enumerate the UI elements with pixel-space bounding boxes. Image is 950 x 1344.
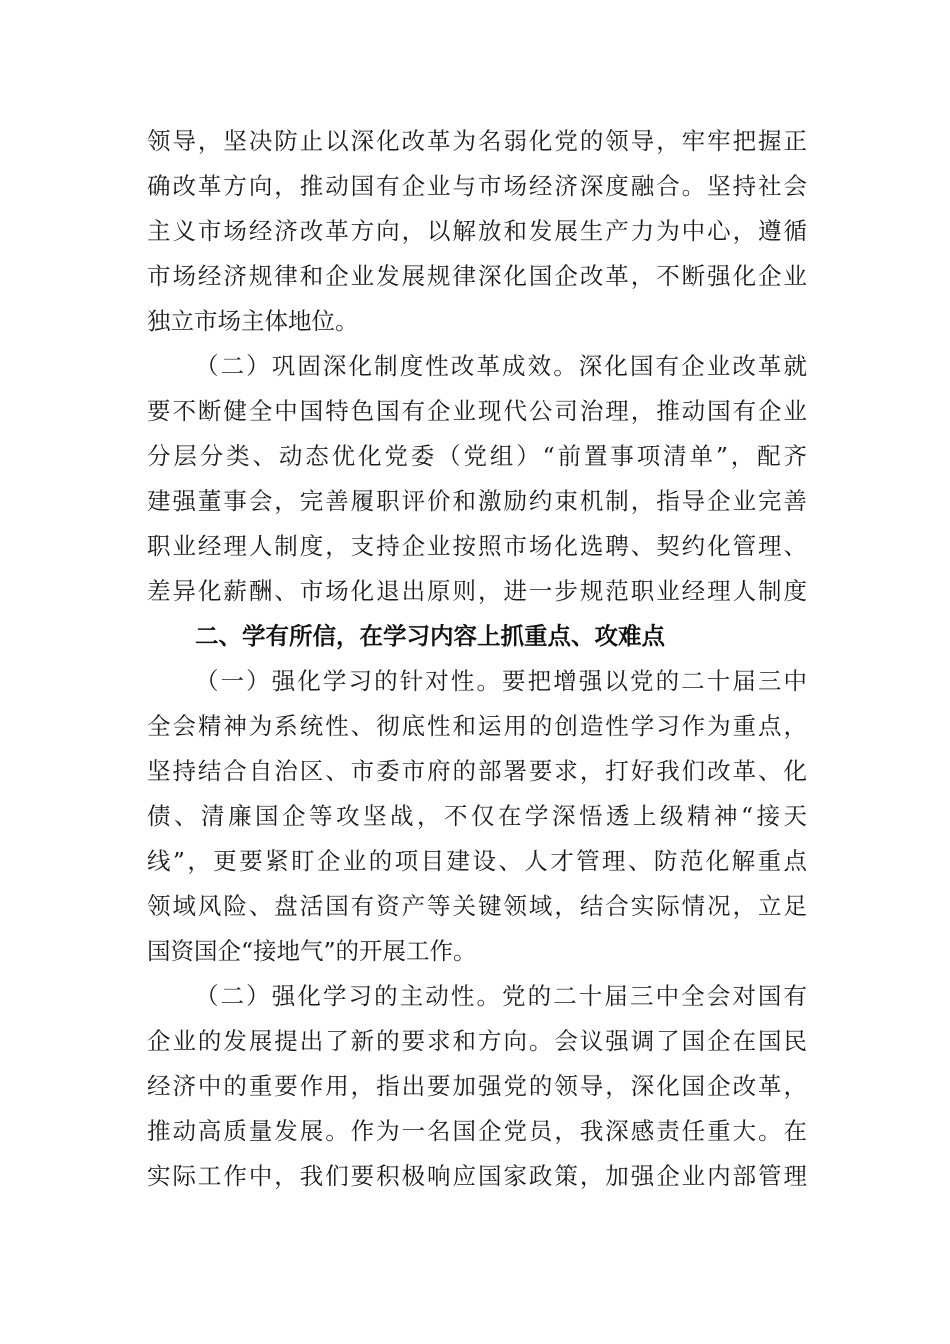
paragraph-line: 要不断健全中国特色国有企业现代公司治理，推动国有企业 [147,397,807,425]
paragraph-line: 全会精神为系统性、彻底性和运用的创造性学习作为重点， [147,712,807,740]
paragraph-line: 分层分类、动态优化党委（党组）“前置事项清单”，配齐 [147,442,807,470]
paragraph-line: 领域风险、盘活国有资产等关键领域，结合实际情况，立足 [147,892,807,920]
paragraph-line: 国资国企“接地气”的开展工作。 [147,937,477,965]
paragraph-line: 经济中的重要作用，指出要加强党的领导，深化国企改革， [147,1072,807,1100]
paragraph-line: 领导，坚决防止以深化改革为名弱化党的领导，牢牢把握正 [147,127,807,155]
paragraph-line: 主义市场经济改革方向，以解放和发展生产力为中心，遵循 [147,217,807,245]
paragraph-line: （一）强化学习的针对性。要把增强以党的二十届三中 [195,667,807,695]
paragraph-line: 推动高质量发展。作为一名国企党员，我深感责任重大。在 [147,1117,807,1145]
paragraph-line: 坚持结合自治区、市委市府的部署要求，打好我们改革、化 [147,757,807,785]
paragraph-line: 市场经济规律和企业发展规律深化国企改革，不断强化企业 [147,262,807,290]
paragraph-line: 建强董事会，完善履职评价和激励约束机制，指导企业完善 [147,487,807,515]
paragraph-line: （二）巩固深化制度性改革成效。深化国有企业改革就 [195,352,807,380]
paragraph-line: 债、清廉国企等攻坚战，不仅在学深悟透上级精神“接天 [147,802,807,830]
paragraph-line: 线”，更要紧盯企业的项目建设、人才管理、防范化解重点 [147,847,807,875]
section-heading: 二、学有所信，在学习内容上抓重点、攻难点 [195,622,665,650]
paragraph-line: 职业经理人制度，支持企业按照市场化选聘、契约化管理、 [147,532,807,560]
paragraph-line: 差异化薪酬、市场化退出原则，进一步规范职业经理人制度 [147,577,807,605]
paragraph-line: 独立市场主体地位。 [147,307,359,335]
paragraph-line: （二）强化学习的主动性。党的二十届三中全会对国有 [195,982,807,1010]
paragraph-line: 实际工作中，我们要积极响应国家政策，加强企业内部管理 [147,1162,807,1190]
paragraph-line: 确改革方向，推动国有企业与市场经济深度融合。坚持社会 [147,172,807,200]
paragraph-line: 企业的发展提出了新的要求和方向。会议强调了国企在国民 [147,1027,807,1055]
